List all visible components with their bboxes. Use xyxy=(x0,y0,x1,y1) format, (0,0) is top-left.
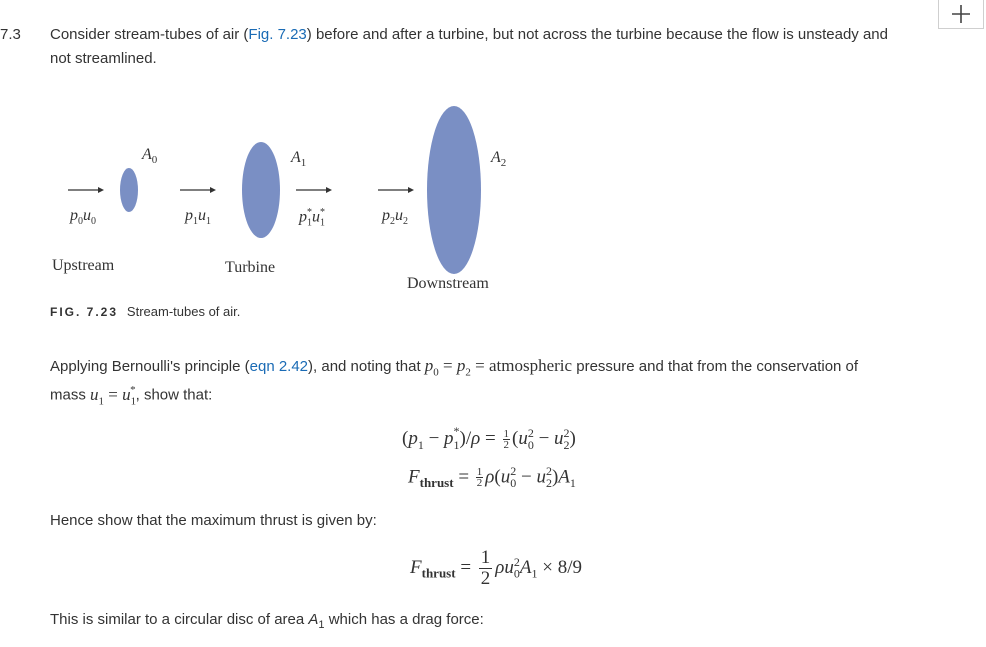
equation-pressure-drop: $(p_1 - p_1^*)/\rho$ = $\frac{1}{2}$ $(u_0^2 - u_2^2)$ xyxy=(402,424,576,452)
problem-number: 7.3 xyxy=(0,26,21,43)
turbine-tube xyxy=(242,142,280,238)
max-thrust-paragraph: Hence show that the maximum thrust is given by: xyxy=(50,512,377,529)
area-label-a0: $A_0$ xyxy=(142,146,158,167)
stream-tube-figure xyxy=(40,100,540,300)
flow-arrow-2 xyxy=(180,187,216,193)
plus-icon xyxy=(951,4,971,24)
drag-paragraph: This is similar to a circular disc of area $A_1$ which has a drag force: xyxy=(50,611,484,631)
caption-id: FIG. 7.23 xyxy=(50,305,119,319)
problem-intro xyxy=(50,23,950,47)
section-label-turbine: Turbine xyxy=(225,259,276,276)
intro-text-2: ) before and after a turbine, but not across the turbine because the flow is unsteady and xyxy=(306,26,888,43)
upstream-tube xyxy=(120,168,138,212)
section-label-upstream: Upstream xyxy=(52,257,115,274)
intro-text-1: Consider stream-tubes of air ( xyxy=(50,26,249,43)
pressure-equality: $p_0 = p_2$ = atmospheric xyxy=(424,356,573,379)
mass-conservation: $u_1 = u_1^*$ xyxy=(90,384,137,408)
downstream-tube xyxy=(427,106,481,274)
equation-max-thrust: $F_{thrust}$ = $\frac{1}{2}$ $\rho u_0^2A_1 \times 8/9$ xyxy=(410,547,583,589)
bernoulli-paragraph: Applying Bernoulli's principle (eqn 2.42), and noting that $p_0 = p_2$ = atmospheric pressure and that from the conservation of xyxy=(50,356,859,379)
section-label-downstream: Downstream xyxy=(407,275,489,292)
figure-caption xyxy=(50,303,240,321)
fig-link[interactable]: Fig. 7.23 xyxy=(248,26,307,43)
flow-label-downstream: $p_2u_2$ xyxy=(382,207,408,228)
flow-arrow-3 xyxy=(296,187,332,193)
intro-text-3: not streamlined. xyxy=(50,50,157,67)
area-label-a2: $A_2$ xyxy=(491,149,507,170)
bernoulli-paragraph-line2: mass $u_1 = u_1^*$, show that: xyxy=(50,384,213,408)
flow-label-upstream: $p_0u_0$ xyxy=(70,207,96,228)
eqn-link[interactable]: eqn 2.42 xyxy=(249,358,309,375)
area-label-a1: $A_1$ xyxy=(291,149,307,170)
flow-arrow-4 xyxy=(378,187,414,193)
caption-text: Stream-tubes of air. xyxy=(126,304,241,319)
flow-label-before-turbine: $p_1u_1$ xyxy=(185,207,211,228)
flow-arrow-1 xyxy=(68,187,104,193)
flow-label-after-turbine: $p_1^*u_1^*$ xyxy=(299,207,325,229)
equation-thrust: $F_{thrust}$ = $\frac{1}{2}$ $\rho(u_0^2 - u_2^2)A_1$ xyxy=(408,464,576,491)
